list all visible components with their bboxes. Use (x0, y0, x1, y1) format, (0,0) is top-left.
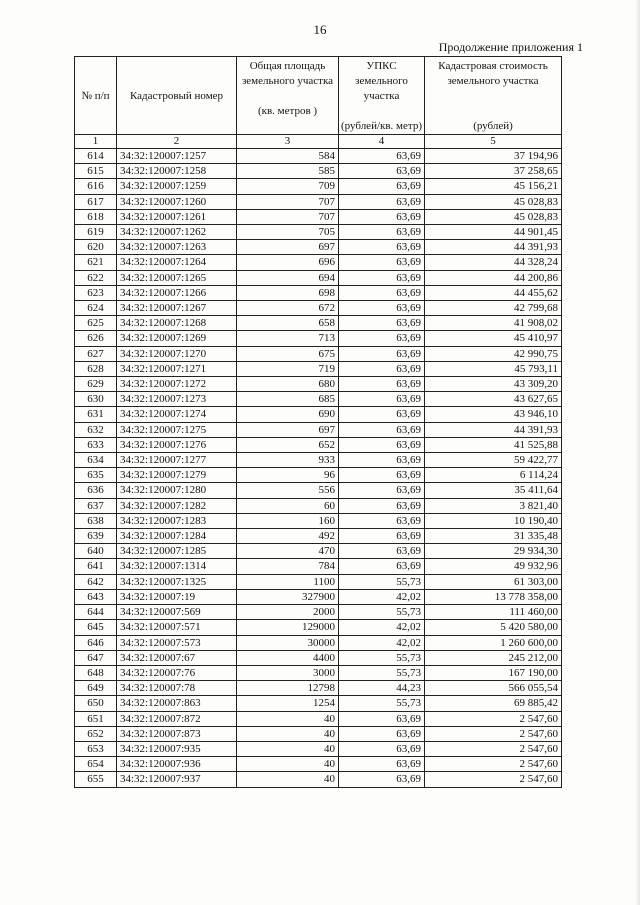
area-cell: 784 (237, 559, 339, 574)
area-cell: 40 (237, 711, 339, 726)
cost-cell: 6 114,24 (425, 468, 562, 483)
row-number-cell: 633 (75, 437, 117, 452)
cost-cell: 37 258,65 (425, 164, 562, 179)
area-cell: 40 (237, 757, 339, 772)
table-row (75, 194, 562, 209)
cost-cell: 42 799,68 (425, 301, 562, 316)
cadastral-number-cell: 34:32:120007:1263 (117, 240, 237, 255)
cadastral-number-cell: 34:32:120007:78 (117, 681, 237, 696)
row-number-cell: 636 (75, 483, 117, 498)
row-number-cell: 638 (75, 513, 117, 528)
header-area-unit: (кв. метров ) (257, 105, 318, 117)
header-area-title: Общая площадь земельного участка (241, 60, 334, 87)
cost-cell: 45 028,83 (425, 194, 562, 209)
upks-cell: 63,69 (339, 194, 425, 209)
upks-cell: 63,69 (339, 331, 425, 346)
row-number-cell: 635 (75, 468, 117, 483)
cost-cell: 45 793,11 (425, 361, 562, 376)
area-cell: 129000 (237, 620, 339, 635)
table-row (75, 346, 562, 361)
cost-cell: 44 455,62 (425, 285, 562, 300)
table-row (75, 255, 562, 270)
cost-cell: 44 200,86 (425, 270, 562, 285)
header-cost-title: Кадастровая стоимость земельного участка (438, 60, 548, 87)
table-row (75, 361, 562, 376)
upks-cell: 63,69 (339, 164, 425, 179)
table-row (75, 741, 562, 756)
cost-cell: 13 778 358,00 (425, 589, 562, 604)
area-cell: 685 (237, 392, 339, 407)
table-row (75, 529, 562, 544)
row-number-cell: 622 (75, 270, 117, 285)
row-number-cell: 623 (75, 285, 117, 300)
cost-cell: 245 212,00 (425, 650, 562, 665)
area-cell: 652 (237, 437, 339, 452)
cost-cell: 566 055,54 (425, 681, 562, 696)
cost-cell: 45 028,83 (425, 209, 562, 224)
row-number-cell: 651 (75, 711, 117, 726)
cadastral-number-cell: 34:32:120007:1257 (117, 149, 237, 164)
upks-cell: 63,69 (339, 270, 425, 285)
upks-cell: 44,23 (339, 681, 425, 696)
cadastral-number-cell: 34:32:120007:19 (117, 589, 237, 604)
row-number-cell: 646 (75, 635, 117, 650)
area-cell: 694 (237, 270, 339, 285)
cost-cell: 44 391,93 (425, 422, 562, 437)
cadastral-number-cell: 34:32:120007:1284 (117, 529, 237, 544)
area-cell: 705 (237, 225, 339, 240)
upks-cell: 63,69 (339, 544, 425, 559)
row-number-cell: 632 (75, 422, 117, 437)
upks-cell: 63,69 (339, 209, 425, 224)
row-number-cell: 645 (75, 620, 117, 635)
cost-cell: 59 422,77 (425, 453, 562, 468)
cadastral-number-cell: 34:32:120007:936 (117, 757, 237, 772)
table-row (75, 696, 562, 711)
header-upks-unit: (рублей/кв. метр) (341, 120, 422, 132)
row-number-cell: 630 (75, 392, 117, 407)
area-cell: 40 (237, 772, 339, 787)
row-number-cell: 634 (75, 453, 117, 468)
upks-cell: 42,02 (339, 620, 425, 635)
cadastral-number-cell: 34:32:120007:1268 (117, 316, 237, 331)
upks-cell: 55,73 (339, 650, 425, 665)
scan-edge-shadow (635, 0, 640, 905)
cost-cell: 111 460,00 (425, 605, 562, 620)
cadastral-number-cell: 34:32:120007:1285 (117, 544, 237, 559)
area-cell: 713 (237, 331, 339, 346)
upks-cell: 63,69 (339, 772, 425, 787)
upks-cell: 63,69 (339, 361, 425, 376)
row-number-cell: 628 (75, 361, 117, 376)
cadastral-value-table (74, 56, 562, 788)
area-cell: 1254 (237, 696, 339, 711)
cost-cell: 2 547,60 (425, 741, 562, 756)
cadastral-number-cell: 34:32:120007:1325 (117, 574, 237, 589)
cadastral-number-cell: 34:32:120007:1260 (117, 194, 237, 209)
cadastral-number-cell: 34:32:120007:1258 (117, 164, 237, 179)
cadastral-number-cell: 34:32:120007:937 (117, 772, 237, 787)
table-row (75, 574, 562, 589)
area-cell: 492 (237, 529, 339, 544)
row-number-cell: 620 (75, 240, 117, 255)
cadastral-number-cell: 34:32:120007:1283 (117, 513, 237, 528)
cadastral-number-cell: 34:32:120007:1262 (117, 225, 237, 240)
table-row (75, 240, 562, 255)
cadastral-number-cell: 34:32:120007:1269 (117, 331, 237, 346)
table-row (75, 437, 562, 452)
column-number: 5 (425, 135, 562, 149)
row-number-cell: 653 (75, 741, 117, 756)
upks-cell: 63,69 (339, 316, 425, 331)
cost-cell: 43 309,20 (425, 377, 562, 392)
upks-cell: 63,69 (339, 346, 425, 361)
cost-cell: 41 908,02 (425, 316, 562, 331)
table-row (75, 483, 562, 498)
area-cell: 40 (237, 741, 339, 756)
cadastral-number-cell: 34:32:120007:1261 (117, 209, 237, 224)
table-row (75, 665, 562, 680)
row-number-cell: 642 (75, 574, 117, 589)
cost-cell: 42 990,75 (425, 346, 562, 361)
upks-cell: 63,69 (339, 149, 425, 164)
table-row (75, 620, 562, 635)
header-area (237, 57, 339, 135)
area-cell: 696 (237, 255, 339, 270)
table-body (75, 149, 562, 788)
upks-cell: 63,69 (339, 392, 425, 407)
row-number-cell: 649 (75, 681, 117, 696)
header-upks-title: УПКС земельного участка (355, 60, 408, 102)
upks-cell: 63,69 (339, 498, 425, 513)
cadastral-number-cell: 34:32:120007:569 (117, 605, 237, 620)
table-row (75, 635, 562, 650)
cost-cell: 41 525,88 (425, 437, 562, 452)
cost-cell: 29 934,30 (425, 544, 562, 559)
cadastral-number-cell: 34:32:120007:1274 (117, 407, 237, 422)
area-cell: 697 (237, 240, 339, 255)
table-row (75, 392, 562, 407)
row-number-cell: 621 (75, 255, 117, 270)
cost-cell: 49 932,96 (425, 559, 562, 574)
area-cell: 584 (237, 149, 339, 164)
cost-cell: 44 901,45 (425, 225, 562, 240)
cadastral-number-cell: 34:32:120007:1266 (117, 285, 237, 300)
cadastral-number-cell: 34:32:120007:1259 (117, 179, 237, 194)
table-row (75, 757, 562, 772)
table-row (75, 209, 562, 224)
header-cost-unit: (рублей) (473, 120, 513, 132)
row-number-cell: 641 (75, 559, 117, 574)
row-number-cell: 626 (75, 331, 117, 346)
cadastral-number-cell: 34:32:120007:573 (117, 635, 237, 650)
upks-cell: 63,69 (339, 453, 425, 468)
upks-cell: 42,02 (339, 635, 425, 650)
header-cost (425, 57, 562, 135)
cost-cell: 45 410,97 (425, 331, 562, 346)
column-number: 2 (117, 135, 237, 149)
area-cell: 709 (237, 179, 339, 194)
header-cadastral-number: Кадастровый номер (117, 57, 237, 135)
table-row (75, 726, 562, 741)
area-cell: 4400 (237, 650, 339, 665)
row-number-cell: 624 (75, 301, 117, 316)
row-number-cell: 617 (75, 194, 117, 209)
cadastral-number-cell: 34:32:120007:1314 (117, 559, 237, 574)
upks-cell: 63,69 (339, 529, 425, 544)
area-cell: 658 (237, 316, 339, 331)
cost-cell: 31 335,48 (425, 529, 562, 544)
area-cell: 697 (237, 422, 339, 437)
upks-cell: 63,69 (339, 407, 425, 422)
area-cell: 707 (237, 194, 339, 209)
table-row (75, 772, 562, 787)
upks-cell: 63,69 (339, 468, 425, 483)
area-cell: 585 (237, 164, 339, 179)
upks-cell: 63,69 (339, 225, 425, 240)
row-number-cell: 654 (75, 757, 117, 772)
column-number-row (75, 135, 562, 149)
upks-cell: 63,69 (339, 179, 425, 194)
upks-cell: 63,69 (339, 377, 425, 392)
cost-cell: 37 194,96 (425, 149, 562, 164)
area-cell: 3000 (237, 665, 339, 680)
cadastral-number-cell: 34:32:120007:571 (117, 620, 237, 635)
area-cell: 933 (237, 453, 339, 468)
row-number-cell: 655 (75, 772, 117, 787)
column-number: 1 (75, 135, 117, 149)
row-number-cell: 631 (75, 407, 117, 422)
cost-cell: 44 391,93 (425, 240, 562, 255)
upks-cell: 63,69 (339, 513, 425, 528)
cadastral-number-cell: 34:32:120007:67 (117, 650, 237, 665)
upks-cell: 55,73 (339, 665, 425, 680)
row-number-cell: 625 (75, 316, 117, 331)
area-cell: 707 (237, 209, 339, 224)
row-number-cell: 637 (75, 498, 117, 513)
upks-cell: 42,02 (339, 589, 425, 604)
table-row (75, 453, 562, 468)
table-row (75, 331, 562, 346)
upks-cell: 63,69 (339, 559, 425, 574)
cost-cell: 2 547,60 (425, 772, 562, 787)
cost-cell: 69 885,42 (425, 696, 562, 711)
upks-cell: 63,69 (339, 741, 425, 756)
cadastral-number-cell: 34:32:120007:1277 (117, 453, 237, 468)
table-row (75, 589, 562, 604)
area-cell: 160 (237, 513, 339, 528)
cost-cell: 2 547,60 (425, 711, 562, 726)
upks-cell: 63,69 (339, 711, 425, 726)
upks-cell: 63,69 (339, 483, 425, 498)
table-row (75, 164, 562, 179)
area-cell: 470 (237, 544, 339, 559)
upks-cell: 63,69 (339, 301, 425, 316)
cost-cell: 61 303,00 (425, 574, 562, 589)
table-row (75, 316, 562, 331)
cadastral-number-cell: 34:32:120007:1270 (117, 346, 237, 361)
table-row (75, 422, 562, 437)
table-row (75, 407, 562, 422)
row-number-cell: 644 (75, 605, 117, 620)
row-number-cell: 640 (75, 544, 117, 559)
column-number: 3 (237, 135, 339, 149)
table-row (75, 225, 562, 240)
cost-cell: 5 420 580,00 (425, 620, 562, 635)
area-cell: 1100 (237, 574, 339, 589)
cost-cell: 2 547,60 (425, 757, 562, 772)
cost-cell: 35 411,64 (425, 483, 562, 498)
cadastral-number-cell: 34:32:120007:935 (117, 741, 237, 756)
table-row (75, 513, 562, 528)
row-number-cell: 650 (75, 696, 117, 711)
area-cell: 30000 (237, 635, 339, 650)
area-cell: 96 (237, 468, 339, 483)
header-upks (339, 57, 425, 135)
table-row (75, 377, 562, 392)
row-number-cell: 616 (75, 179, 117, 194)
table-row (75, 544, 562, 559)
cadastral-number-cell: 34:32:120007:863 (117, 696, 237, 711)
row-number-cell: 639 (75, 529, 117, 544)
table-row (75, 149, 562, 164)
area-cell: 2000 (237, 605, 339, 620)
cost-cell: 3 821,40 (425, 498, 562, 513)
cadastral-number-cell: 34:32:120007:1273 (117, 392, 237, 407)
area-cell: 698 (237, 285, 339, 300)
cadastral-number-cell: 34:32:120007:1276 (117, 437, 237, 452)
upks-cell: 55,73 (339, 605, 425, 620)
cadastral-number-cell: 34:32:120007:872 (117, 711, 237, 726)
table-row (75, 285, 562, 300)
table-header-row (75, 57, 562, 135)
upks-cell: 63,69 (339, 240, 425, 255)
upks-cell: 63,69 (339, 422, 425, 437)
row-number-cell: 614 (75, 149, 117, 164)
page-number: 16 (313, 22, 327, 37)
row-number-cell: 615 (75, 164, 117, 179)
cost-cell: 2 547,60 (425, 726, 562, 741)
cadastral-number-cell: 34:32:120007:1265 (117, 270, 237, 285)
cadastral-number-cell: 34:32:120007:76 (117, 665, 237, 680)
area-cell: 60 (237, 498, 339, 513)
upks-cell: 55,73 (339, 574, 425, 589)
table-row (75, 681, 562, 696)
cadastral-number-cell: 34:32:120007:873 (117, 726, 237, 741)
cadastral-number-cell: 34:32:120007:1271 (117, 361, 237, 376)
table-row (75, 179, 562, 194)
area-cell: 12798 (237, 681, 339, 696)
table-row (75, 498, 562, 513)
area-cell: 675 (237, 346, 339, 361)
upks-cell: 63,69 (339, 437, 425, 452)
row-number-cell: 648 (75, 665, 117, 680)
row-number-cell: 619 (75, 225, 117, 240)
row-number-cell: 647 (75, 650, 117, 665)
area-cell: 680 (237, 377, 339, 392)
cost-cell: 167 190,00 (425, 665, 562, 680)
row-number-cell: 629 (75, 377, 117, 392)
cadastral-number-cell: 34:32:120007:1275 (117, 422, 237, 437)
table-row (75, 468, 562, 483)
row-number-cell: 643 (75, 589, 117, 604)
column-number: 4 (339, 135, 425, 149)
row-number-cell: 652 (75, 726, 117, 741)
continuation-title: Продолжение приложения 1 (438, 40, 583, 54)
cadastral-number-cell: 34:32:120007:1282 (117, 498, 237, 513)
table-row (75, 559, 562, 574)
cost-cell: 45 156,21 (425, 179, 562, 194)
upks-cell: 55,73 (339, 696, 425, 711)
row-number-cell: 618 (75, 209, 117, 224)
cadastral-number-cell: 34:32:120007:1280 (117, 483, 237, 498)
area-cell: 672 (237, 301, 339, 316)
upks-cell: 63,69 (339, 255, 425, 270)
header-num: № п/п (75, 57, 117, 135)
table-row (75, 711, 562, 726)
upks-cell: 63,69 (339, 726, 425, 741)
table-row (75, 605, 562, 620)
table-row (75, 650, 562, 665)
table-row (75, 301, 562, 316)
cost-cell: 43 946,10 (425, 407, 562, 422)
cost-cell: 43 627,65 (425, 392, 562, 407)
row-number-cell: 627 (75, 346, 117, 361)
area-cell: 690 (237, 407, 339, 422)
cost-cell: 1 260 600,00 (425, 635, 562, 650)
area-cell: 556 (237, 483, 339, 498)
area-cell: 719 (237, 361, 339, 376)
cost-cell: 44 328,24 (425, 255, 562, 270)
upks-cell: 63,69 (339, 757, 425, 772)
cost-cell: 10 190,40 (425, 513, 562, 528)
upks-cell: 63,69 (339, 285, 425, 300)
cadastral-number-cell: 34:32:120007:1279 (117, 468, 237, 483)
cadastral-number-cell: 34:32:120007:1264 (117, 255, 237, 270)
table-row (75, 270, 562, 285)
area-cell: 40 (237, 726, 339, 741)
cadastral-number-cell: 34:32:120007:1267 (117, 301, 237, 316)
cadastral-number-cell: 34:32:120007:1272 (117, 377, 237, 392)
area-cell: 327900 (237, 589, 339, 604)
